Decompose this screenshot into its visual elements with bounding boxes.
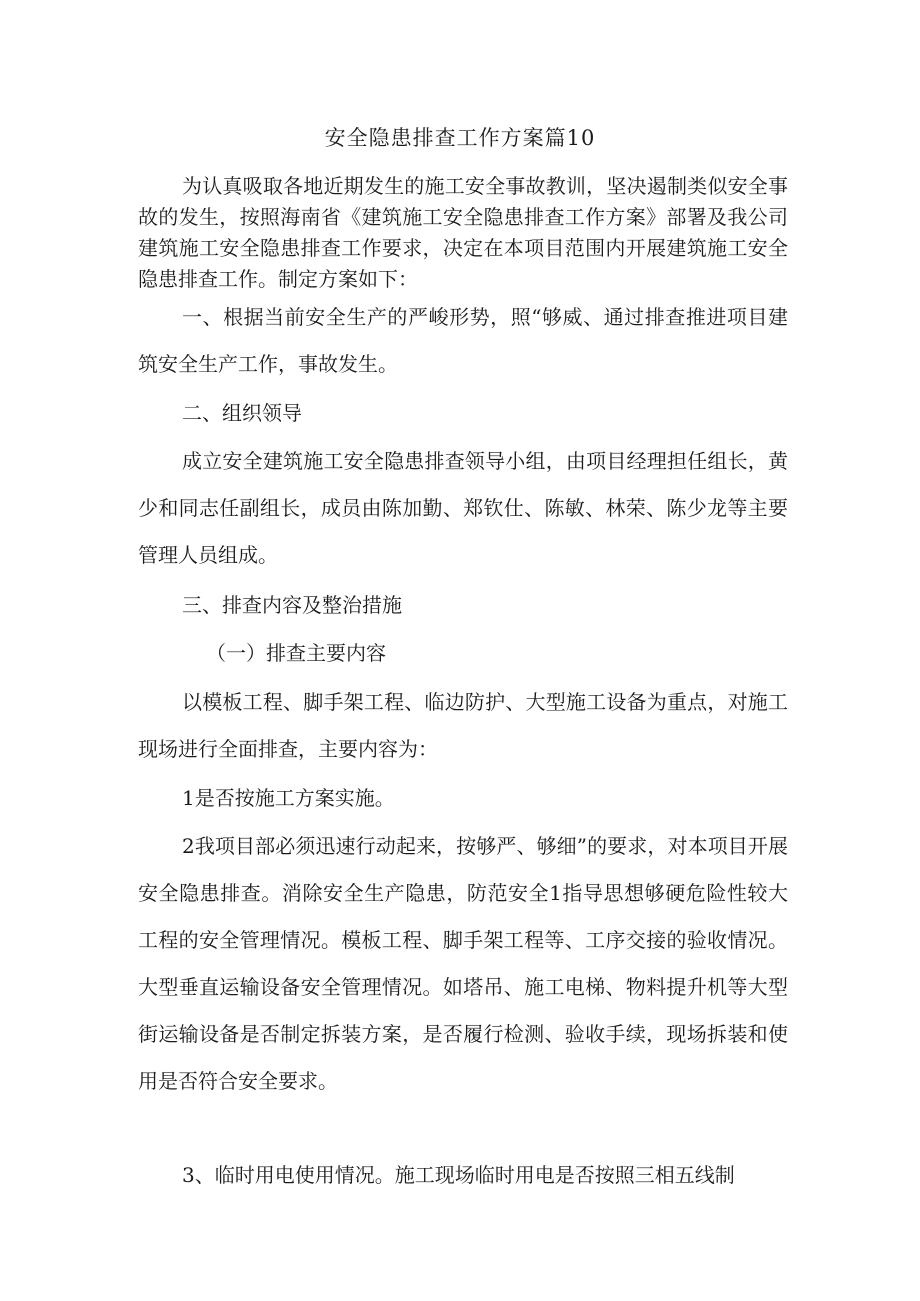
item-two-paragraph: 2我项目部必须迅速行动起来，按够严、够细”的要求，对本项目开展安全隐患排查。消除安全生产隐患，防范安全1指导思想够硬危险性较大工程的安全管理情况。模板工程、脚手架工程等、工序交接的验收情况。大型垂直运输设备安全管理情况。如塔吊、施工电梯、物料提升机等大型街运输设备是否制定拆装方案，是否履行检测、验收手续，现场拆装和使用是否符合安全要求。	[138, 834, 788, 1093]
section-three-heading: 三、排查内容及整治措施	[182, 593, 402, 617]
section-two-heading: 二、组织领导	[182, 401, 302, 425]
intro-paragraph: 为认真吸取各地近期发生的施工安全事故教训，坚决遏制类似安全事故的发生，按照海南省《建筑施工安全隐患排查工作方案》部署及我公司建筑施工安全隐患排查工作要求，决定在本项目范围内开展建筑施工安全隐患排查工作。制定方案如下：	[138, 174, 788, 291]
section-one-paragraph: 一、根据当前安全生产的严峻形势，照“够威、通过排查推进项目建筑安全生产工作，事故发生。	[138, 305, 788, 376]
item-three-paragraph: 3、临时用电使用情况。施工现场临时用电是否按照三相五线制	[182, 1163, 735, 1187]
item-one-paragraph: 1是否按施工方案实施。	[182, 786, 395, 810]
subsection-one-heading: （一）排查主要内容	[206, 641, 386, 665]
document-title: 安全隐患排查工作方案篇10	[324, 126, 596, 150]
leadership-paragraph: 成立安全建筑施工安全隐患排查领导小组，由项目经理担任组长，黄少和同志任副组长，成员由陈加勤、郑钦仕、陈敏、林荣、陈少龙等主要管理人员组成。	[138, 449, 788, 567]
inspection-scope-paragraph: 以模板工程、脚手架工程、临边防护、大型施工设备为重点，对施工现场进行全面排查，主要内容为：	[138, 690, 788, 761]
